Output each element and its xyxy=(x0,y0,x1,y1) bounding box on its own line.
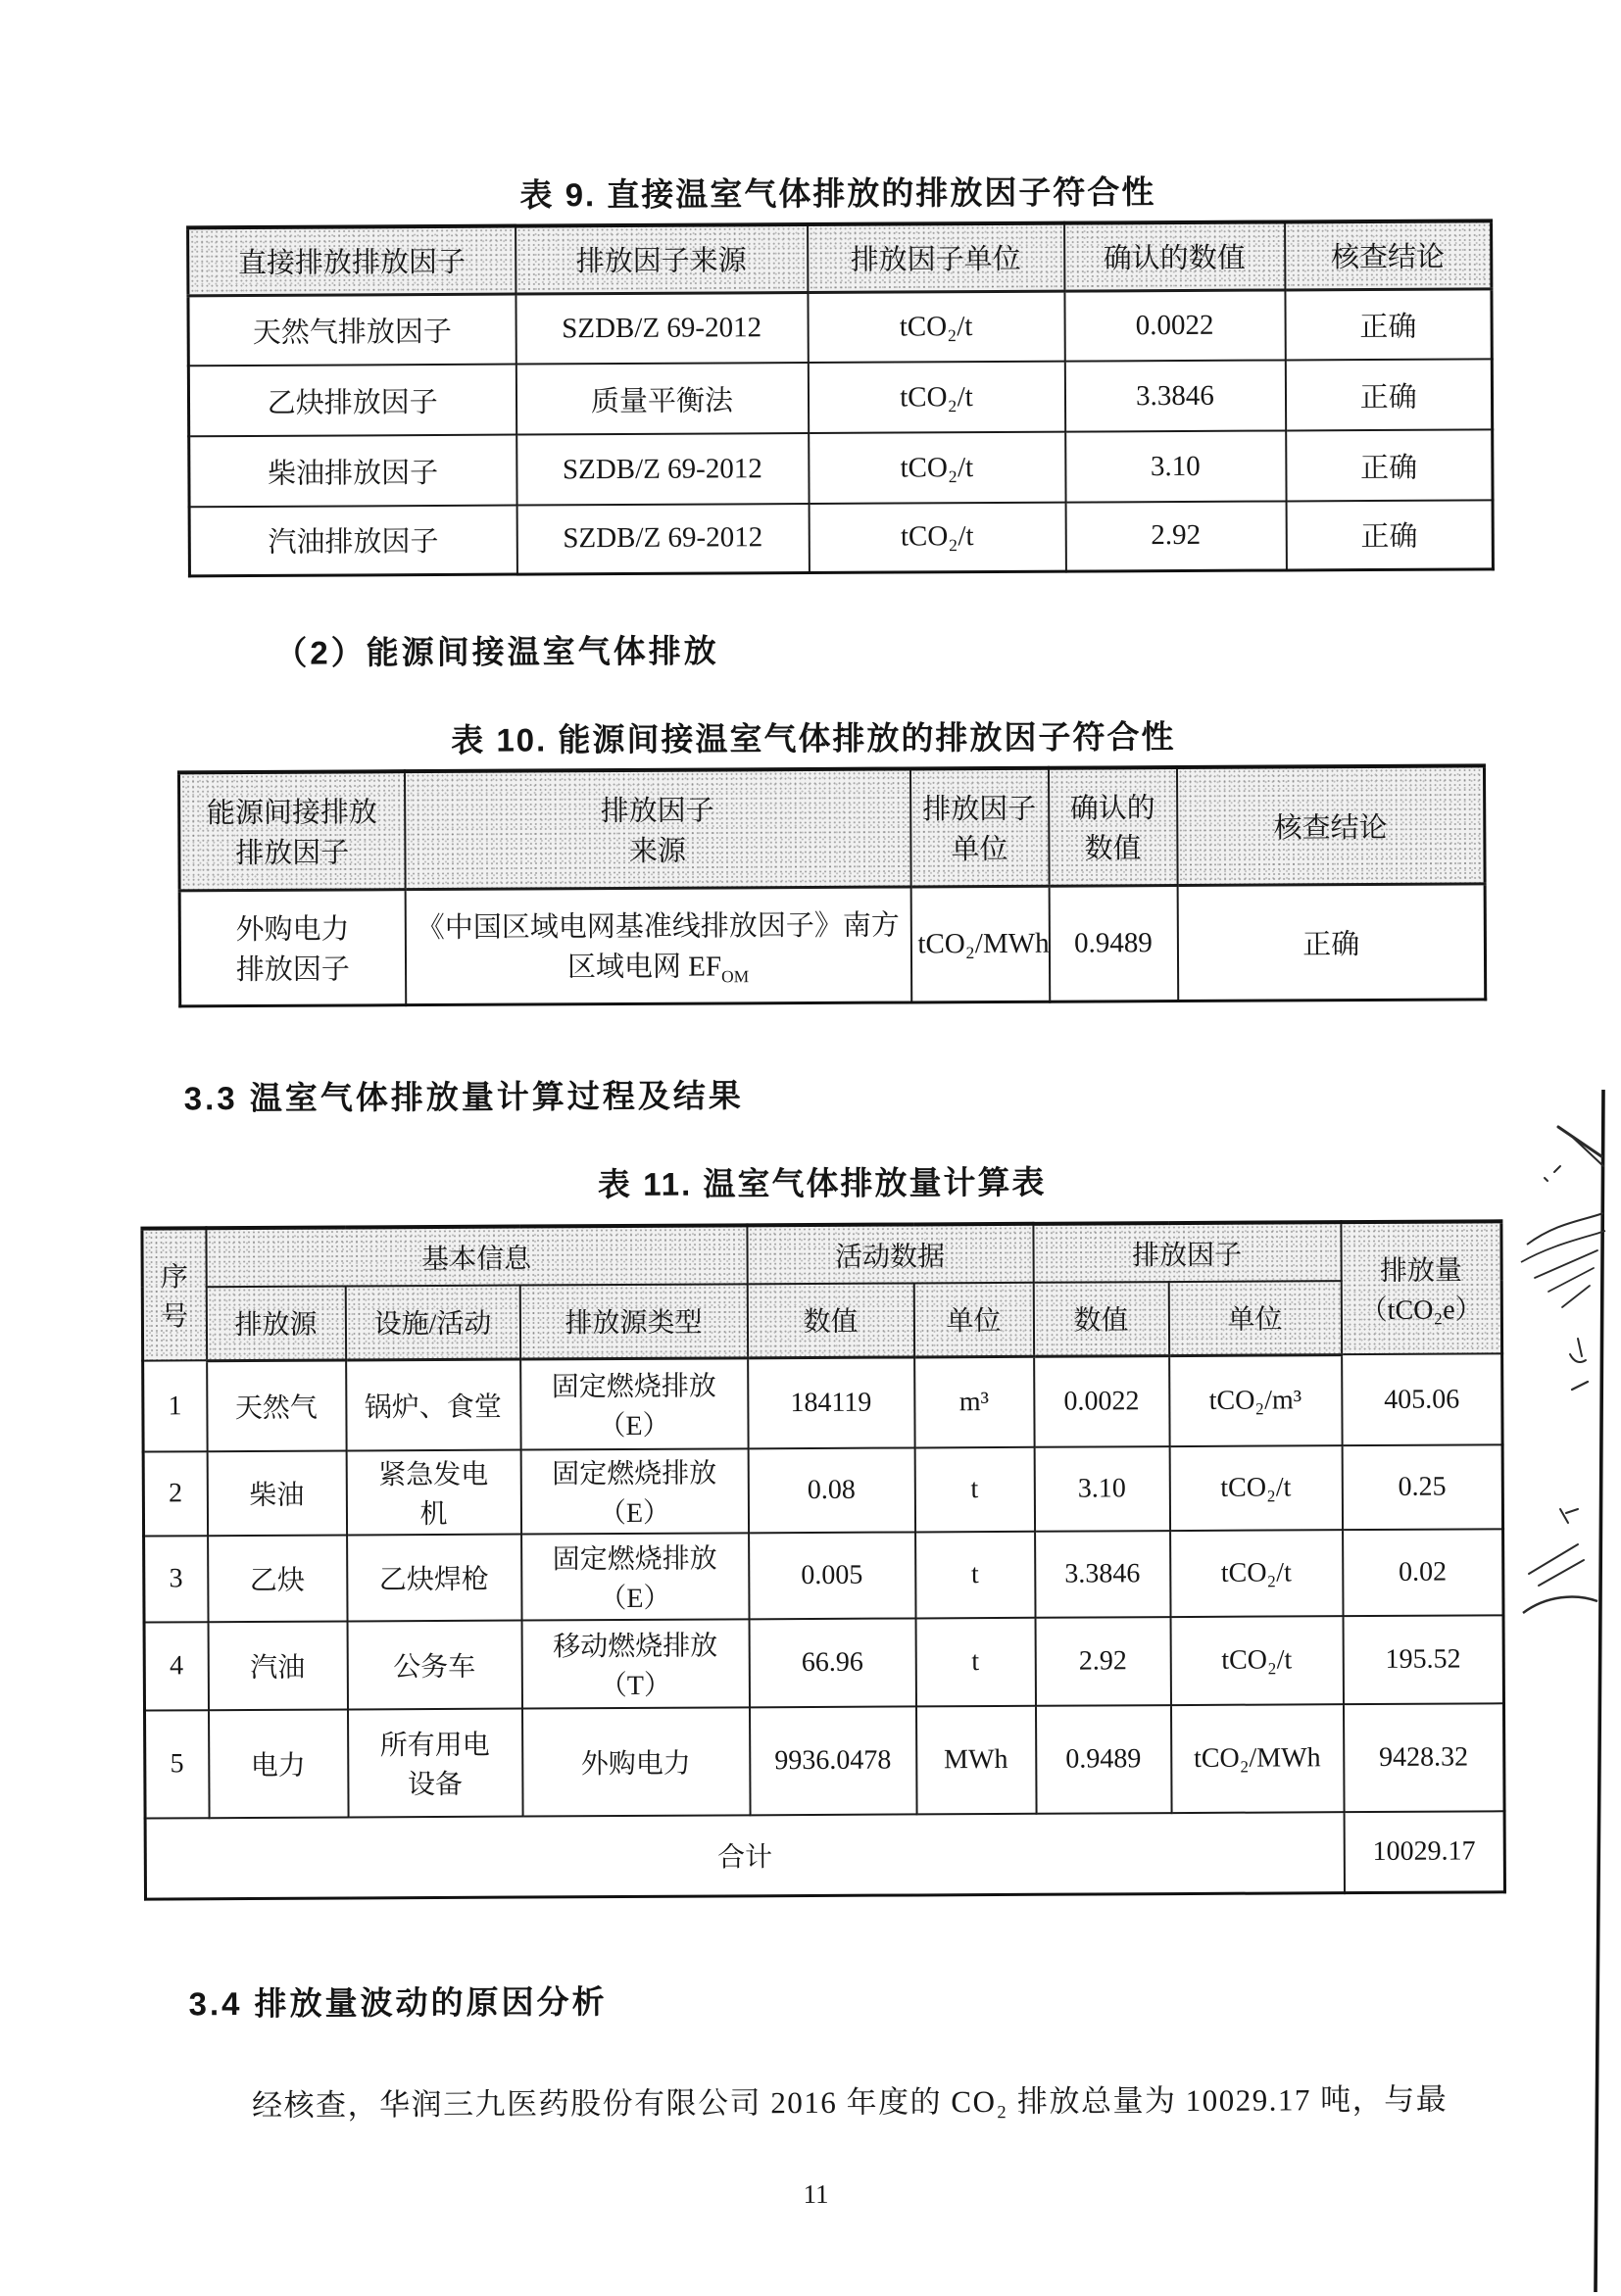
conclusion-cell: 正确 xyxy=(1285,288,1492,360)
table-header-row xyxy=(188,220,1492,295)
emission-amount-group-header: 排放量 （tCO₂e） xyxy=(1341,1221,1502,1354)
activity-unit-cell: t xyxy=(915,1532,1035,1619)
activity-unit-cell: m³ xyxy=(914,1356,1035,1448)
source-type-cell: 外购电力 xyxy=(522,1707,751,1816)
ef-unit-cell: tCO₂/m³ xyxy=(1169,1354,1343,1446)
factor-source-text: 《中国区域电网基准线排放因子》南方区域电网 EF xyxy=(416,909,900,983)
table10-indirect-emission-factor-compliance xyxy=(177,763,1487,1006)
table-total-row xyxy=(145,1811,1504,1898)
table-header-row xyxy=(178,765,1485,890)
ef-value-cell: 2.92 xyxy=(1035,1617,1170,1706)
factor-source-subscript: OM xyxy=(721,965,750,986)
column-header: 排放因子 单位 xyxy=(909,768,1049,887)
emission-source-cell: 柴油 xyxy=(207,1450,346,1536)
column-header: 单位 xyxy=(913,1283,1033,1357)
column-header: 数值 xyxy=(1033,1282,1168,1356)
emission-amount-cell: 9428.32 xyxy=(1344,1703,1505,1812)
column-header: 确认的 数值 xyxy=(1048,767,1177,886)
table-row xyxy=(188,359,1492,436)
row-index-cell: 4 xyxy=(144,1622,208,1710)
conclusion-cell: 正确 xyxy=(1285,359,1492,430)
activity-unit-cell: t xyxy=(914,1447,1034,1533)
row-index-cell: 5 xyxy=(145,1710,210,1818)
index-group-header: 序 号 xyxy=(142,1228,207,1360)
activity-unit-cell: t xyxy=(915,1618,1035,1707)
factor-unit-cell: tCO₂/t xyxy=(808,291,1064,363)
conclusion-cell: 正确 xyxy=(1177,883,1486,1001)
factor-unit-cell: tCO₂/MWh xyxy=(910,886,1050,1002)
factor-value-cell: 2.92 xyxy=(1065,501,1286,570)
section-3-4-heading: 3.4 排放量波动的原因分析 xyxy=(188,1983,608,2023)
column-header: 数值 xyxy=(747,1283,913,1357)
factor-value-cell: 3.10 xyxy=(1065,430,1286,502)
activity-data-group-header: 活动数据 xyxy=(747,1224,1033,1285)
column-header: 排放因子 来源 xyxy=(404,768,910,889)
emission-source-cell: 汽油 xyxy=(208,1621,347,1710)
factor-name-cell: 柴油排放因子 xyxy=(189,435,516,508)
table-row xyxy=(145,1703,1505,1818)
conclusion-cell: 正确 xyxy=(1286,429,1493,501)
factor-name-cell: 汽油排放因子 xyxy=(189,506,516,576)
column-header: 确认的数值 xyxy=(1064,221,1285,290)
ef-value-cell: 3.3846 xyxy=(1035,1531,1170,1618)
total-label-cell: 合计 xyxy=(145,1812,1344,1898)
emission-source-cell: 电力 xyxy=(209,1709,349,1818)
ef-unit-cell: tCO₂/MWh xyxy=(1171,1704,1345,1813)
table11-ghg-emission-calculation xyxy=(140,1219,1506,1900)
emission-amount-cell: 0.02 xyxy=(1343,1529,1503,1616)
column-header: 直接排放排放因子 xyxy=(188,226,516,296)
factor-unit-cell: tCO₂/t xyxy=(808,362,1064,433)
column-header: 核查结论 xyxy=(1176,765,1485,885)
column-header: 核查结论 xyxy=(1285,220,1492,289)
row-index-cell: 1 xyxy=(143,1360,207,1451)
table-row xyxy=(143,1353,1503,1451)
table-header-group-row xyxy=(142,1221,1501,1287)
table-row xyxy=(143,1444,1502,1536)
table9-direct-emission-factor-compliance xyxy=(186,219,1495,576)
column-header: 能源间接排放 排放因子 xyxy=(178,771,405,890)
basic-info-group-header: 基本信息 xyxy=(206,1225,747,1287)
column-header: 排放源类型 xyxy=(519,1284,747,1358)
table-subheader-row xyxy=(142,1280,1501,1360)
emission-source-cell: 乙炔 xyxy=(208,1535,347,1622)
table-row xyxy=(144,1529,1503,1622)
ef-value-cell: 3.10 xyxy=(1034,1446,1169,1532)
factor-source-cell xyxy=(405,886,911,1004)
table9-title: 表 9. 直接温室气体排放的排放因子符合性 xyxy=(519,173,1156,214)
facility-cell: 锅炉、食堂 xyxy=(346,1359,520,1451)
activity-value-cell: 0.08 xyxy=(748,1447,914,1533)
facility-cell: 紧急发电 机 xyxy=(346,1450,520,1536)
facility-cell: 所有用电 设备 xyxy=(348,1709,523,1818)
factor-name-cell: 外购电力 排放因子 xyxy=(179,889,406,1005)
factor-source-cell: SZDB/Z 69-2012 xyxy=(516,292,808,365)
column-header: 单位 xyxy=(1168,1281,1341,1355)
factor-name-cell: 乙炔排放因子 xyxy=(188,365,516,437)
factor-unit-cell: tCO₂/t xyxy=(809,503,1065,572)
body-paragraph: 经核查，华润三九医药股份有限公司 2016 年度的 CO₂ 排放总量为 10029.17 吨，与最 xyxy=(252,2081,1449,2123)
table11-title: 表 11. 温室气体排放量计算表 xyxy=(597,1163,1047,1203)
table-row xyxy=(188,288,1492,366)
factor-source-cell: SZDB/Z 69-2012 xyxy=(516,504,809,574)
conclusion-cell: 正确 xyxy=(1286,500,1493,569)
activity-value-cell: 0.005 xyxy=(749,1532,915,1619)
facility-cell: 公务车 xyxy=(347,1621,521,1710)
factor-value-cell: 0.9489 xyxy=(1049,885,1178,1001)
factor-unit-cell: tCO₂/t xyxy=(809,432,1065,504)
table10-title: 表 10. 能源间接温室气体排放的排放因子符合性 xyxy=(451,718,1176,758)
column-header: 排放因子来源 xyxy=(516,224,808,294)
emission-amount-cell: 405.06 xyxy=(1342,1353,1502,1445)
ef-unit-cell: tCO₂/t xyxy=(1170,1530,1343,1617)
page-number: 11 xyxy=(803,2178,829,2210)
table-row xyxy=(189,429,1493,507)
activity-value-cell: 9936.0478 xyxy=(750,1706,917,1815)
emission-amount-cell: 195.52 xyxy=(1343,1615,1503,1704)
table-row xyxy=(144,1615,1503,1710)
column-header: 排放因子单位 xyxy=(808,223,1064,292)
table-row xyxy=(189,500,1493,575)
row-index-cell: 2 xyxy=(143,1451,207,1536)
activity-value-cell: 66.96 xyxy=(749,1618,915,1707)
factor-source-cell: 质量平衡法 xyxy=(516,363,808,435)
source-type-cell: 固定燃烧排放 （E） xyxy=(521,1533,749,1620)
ef-value-cell: 0.0022 xyxy=(1034,1355,1169,1447)
section-2-heading: （2）能源间接温室气体排放 xyxy=(274,632,719,671)
factor-value-cell: 3.3846 xyxy=(1064,360,1285,431)
section-3-3-heading: 3.3 温室气体排放量计算过程及结果 xyxy=(183,1077,744,1117)
row-index-cell: 3 xyxy=(144,1536,208,1622)
factor-value-cell: 0.0022 xyxy=(1064,289,1285,361)
source-type-cell: 移动燃烧排放 （T） xyxy=(521,1619,749,1708)
activity-unit-cell: MWh xyxy=(916,1706,1037,1815)
source-type-cell: 固定燃烧排放 （E） xyxy=(520,1357,748,1449)
column-header: 设施/活动 xyxy=(345,1286,519,1360)
column-header: 排放源 xyxy=(206,1286,345,1360)
activity-value-cell: 184119 xyxy=(748,1356,914,1448)
ef-unit-cell: tCO₂/t xyxy=(1170,1616,1343,1705)
ef-value-cell: 0.9489 xyxy=(1036,1705,1172,1814)
emission-source-cell: 天然气 xyxy=(207,1359,346,1451)
emission-factor-group-header: 排放因子 xyxy=(1033,1222,1341,1283)
total-value-cell: 10029.17 xyxy=(1344,1811,1504,1892)
source-type-cell: 固定燃烧排放 （E） xyxy=(520,1448,748,1534)
emission-amount-cell: 0.25 xyxy=(1342,1444,1502,1530)
factor-source-cell: SZDB/Z 69-2012 xyxy=(516,433,809,506)
ef-unit-cell: tCO₂/t xyxy=(1169,1445,1342,1531)
table-row xyxy=(179,883,1486,1005)
factor-name-cell: 天然气排放因子 xyxy=(188,294,516,366)
facility-cell: 乙炔焊枪 xyxy=(347,1535,521,1622)
